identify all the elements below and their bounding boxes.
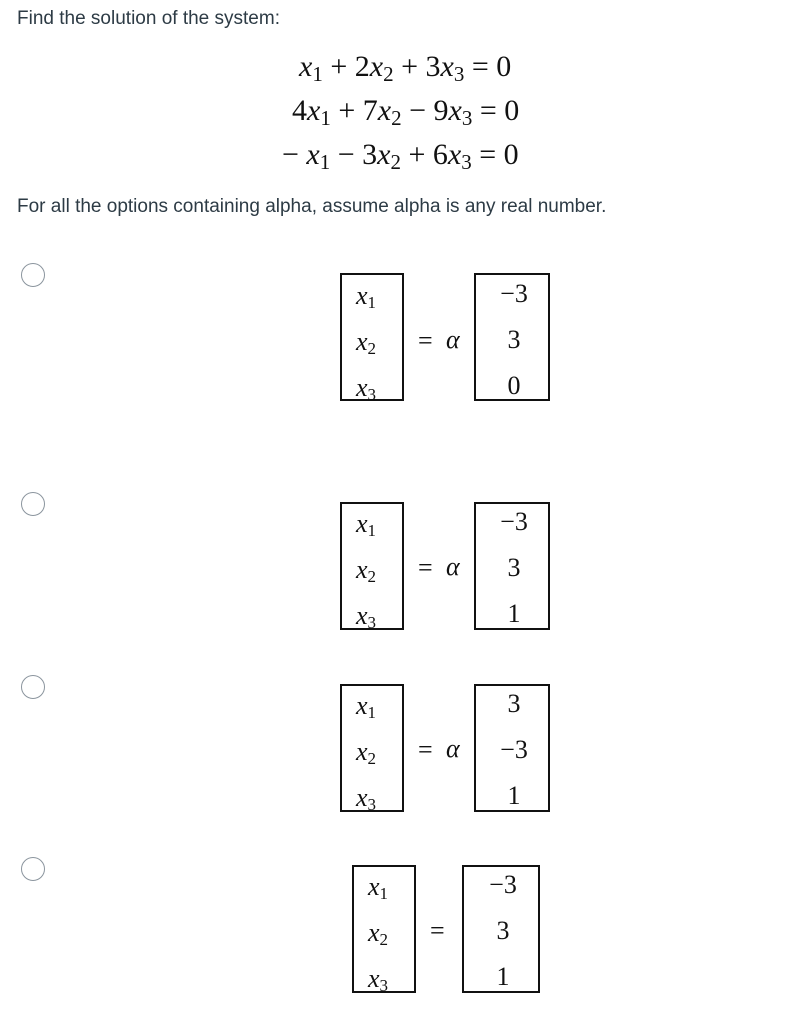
equals-sign: =: [430, 916, 445, 945]
equation-3: − $x_1 - 3x_2 + 6x_3 = 0$: [282, 138, 519, 174]
vector-entry: $x_1$: [356, 691, 377, 722]
radio-button-a[interactable]: [21, 263, 45, 287]
vector-entry: $x_3$: [356, 373, 377, 404]
vector-entry: $x_2$: [368, 918, 389, 949]
vector-entry: −3: [489, 870, 517, 899]
alpha-coefficient: α: [446, 325, 460, 354]
vector-entry: $x_1$: [368, 872, 389, 903]
vector-entry: 1: [507, 781, 521, 810]
vector-entry: 3: [507, 553, 521, 582]
vector-entry: $x_1$: [356, 509, 377, 540]
equation-1: $x_1 + 2x_2 + 3x_3 = 0$: [299, 50, 512, 86]
vector-entry: $x_2$: [356, 327, 377, 358]
vector-entry: $x_2$: [356, 737, 377, 768]
equation-2: $4x_1 + 7x_2 - 9x_3 = 0$: [292, 94, 520, 130]
vector-entry: −3: [500, 735, 528, 764]
vector-entry: 3: [507, 689, 521, 718]
equals-sign: =: [418, 735, 433, 764]
alpha-note: For all the options containing alpha, assume alpha is any real number.: [17, 196, 607, 217]
vector-entry: $x_1$: [356, 281, 377, 312]
vector-entry: 1: [507, 599, 521, 628]
vector-entry: 3: [507, 325, 521, 354]
vector-entry: −3: [500, 507, 528, 536]
equals-sign: =: [418, 553, 433, 582]
radio-button-c[interactable]: [21, 675, 45, 699]
radio-button-d[interactable]: [21, 857, 45, 881]
radio-button-b[interactable]: [21, 492, 45, 516]
vector-entry: 0: [507, 371, 521, 400]
vector-entry: −3: [500, 279, 528, 308]
vector-entry: $x_3$: [356, 601, 377, 632]
vector-entry: 3: [496, 916, 510, 945]
question-prompt: Find the solution of the system:: [17, 8, 280, 29]
alpha-coefficient: α: [446, 552, 460, 581]
vector-entry: $x_2$: [356, 555, 377, 586]
vector-entry: 1: [496, 962, 510, 991]
equals-sign: =: [418, 326, 433, 355]
vector-entry: $x_3$: [368, 964, 389, 995]
vector-entry: $x_3$: [356, 783, 377, 814]
alpha-coefficient: α: [446, 734, 460, 763]
